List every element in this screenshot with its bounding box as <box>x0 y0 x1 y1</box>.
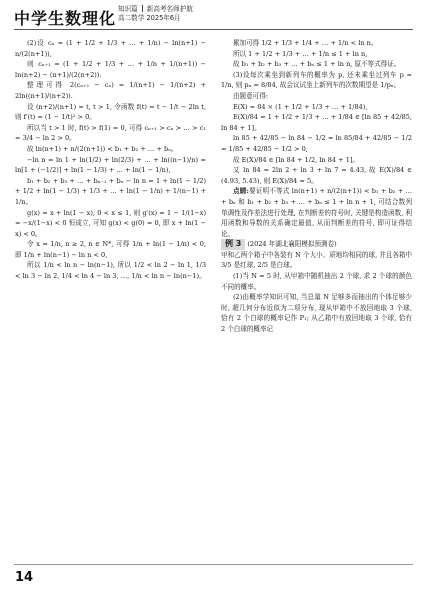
header-grade: 高二数学 <box>118 14 145 22</box>
right-para-7: E(X)/84 = 1 + 1/2 + 1/3 + … + 1/84 ∈ [ln 85 + 42/85, ln 84 + 1]。 <box>221 113 412 132</box>
header-meta <box>118 5 193 23</box>
left-para-11: 所以 1/n < ln n − ln(n−1), 所以 1/2 < ln 2 − ln 1, 1/3 < ln 3 − ln 2, 1/4 < ln 4 − ln 3, …, 1/n < ln n − ln(n−1)。 <box>15 261 206 281</box>
example-text: 甲和乙两个箱子中各装有 N 个大小、质地均相同的球, 并且各箱中 3/5 是红球, 2/5 是白球。 <box>221 250 412 270</box>
right-para-3: 故 b₁ + b₂ + b₃ + … + bₙ ≤ 1 + ln n, 原不等式得证。 <box>233 60 401 69</box>
header-separator <box>142 5 143 12</box>
left-para-6: 故 ln(n+1) + n/(2(n+1)) < b₁ + b₂ + … + bₙ。 <box>27 144 178 153</box>
left-para-2: 则 cₙ₊₁ = (1 + 1/2 + 1/3 + … + 1/n + 1/(n+1)) − ln(n+2) − (n+1)/(2(n+2)). <box>15 60 206 79</box>
header-date: 2025年6月 <box>146 14 181 22</box>
footer-rule <box>14 564 413 565</box>
header-topic: 新高考名师护航 <box>146 5 193 13</box>
note-label: 点睛: <box>233 187 249 196</box>
left-para-9: g(x) = x + ln(1 − x), 0 < x ≤ 1, 则 g′(x) = 1 − 1/(1−x) = −x/(1−x) < 0 恒成立, 可知 g(x) < g(0) = 0, 即 x + ln(1 − x) < 0。 <box>15 208 206 238</box>
header-column: 知识篇 <box>118 5 138 13</box>
example-source: (2024 年湖北襄阳模拟预测卷) <box>247 240 337 249</box>
note-paragraph <box>221 186 412 239</box>
left-para-8: b₁ + b₂ + b₃ + … + bₙ₋₁ + bₙ − ln n = 1 + ln(1 − 1/2) + 1/2 + ln(1 − 1/3) + 1/3 + … + ln(1 − 1/n) + 1/(n−1) + 1/n。 <box>15 176 206 206</box>
left-para-5: 所以当 t > 1 时, f(t) > f(1) = 0, 可得 cₙ₊₁ > cₙ > … > c₁ = 3/4 − ln 2 > 0。 <box>15 123 206 143</box>
right-para-9: 故 E(X)/84 ∈ [ln 84 + 1/2, ln 84 + 1]。 <box>233 155 359 164</box>
question-1: (1)当 N = 5 时, 从甲箱中随机抽出 2 个球, 求 2 个球的颜色不同的概率。 <box>221 272 412 291</box>
example-heading <box>221 239 412 250</box>
page-number: 14 <box>15 570 34 585</box>
note-text: 要证明不等式 ln(n+1) + n/(2(n+1)) < b₁ + b₂ + … + bₙ 和 b₁ + b₂ + b₃ + … + bₙ ≤ 1 + ln n + 1, 可结合数列单调性及作差法进行处理, 在判断差的符号时, 关键是构造函数, 利用函数和导数的关系确定最值, 从而判断差的符号, 即可证得结论。 <box>221 187 412 238</box>
magazine-logo: 中学生数理化 <box>14 9 117 28</box>
left-para-10: 令 x = 1/n, n ≥ 2, n ∈ N*, 可得 1/n + ln(1 − 1/n) < 0, 即 1/n + ln(n−1) − ln n < 0, <box>15 240 206 259</box>
page-header <box>0 0 427 30</box>
left-column <box>15 38 206 282</box>
left-para-1: (2)设 cₙ = (1 + 1/2 + 1/3 + … + 1/n) − ln(n+1) − n/(2(n+1)), <box>15 39 206 58</box>
example-badge: 例 3 <box>221 239 245 250</box>
right-para-10: 又 ln 84 = 2ln 2 + ln 3 + ln 7 ≈ 4.43, 故 E(X)/84 ∈ (4.93, 5.43), 则 E(X)/84 ≈ 5。 <box>221 166 412 185</box>
left-para-3: 整理可得 2(cₙ₊₁ − cₙ) = 1/(n+1) − 1/(n+2) + 2ln((n+1)/(n+2)). <box>15 81 206 100</box>
right-para-1: 累加可得 1/2 + 1/3 + 1/4 + … + 1/n < ln n。 <box>233 39 378 47</box>
right-para-8: ln 85 + 42/85 − ln 84 − 1/2 = ln 85/84 + 42/85 − 1/2 = 1/85 + 42/85 − 1/2 > 0, <box>221 134 412 153</box>
right-para-5: 由题意可得: <box>233 91 268 100</box>
right-column <box>221 38 412 335</box>
left-para-4: 设 (n+2)/(n+1) = t, t > 1, 令函数 f(t) = t − 1/t − 2ln t, 则 f′(t) = (1 − 1/t)² > 0。 <box>15 102 206 122</box>
right-para-4: (3)设每次乘坐到新列车的概率为 p, 还未乘坐过列车 p = 1/n, 则 pₙ = 8/84, 故会议试坐上新列车的次数期望是 1/pₙ。 <box>221 70 412 90</box>
header-rule <box>14 29 413 30</box>
right-para-6: E(X) = 84 × (1 + 1/2 + 1/3 + … + 1/84), <box>233 102 368 111</box>
right-para-2: 所以 1 + 1/2 + 1/3 + … + 1/n ≤ 1 + ln n, <box>233 49 368 58</box>
left-para-7: −ln n = ln 1 + ln(1/2) + ln(2/3) + … + ln((n−1)/n) = ln[1 + (−1/2)] + ln(1 − 1/3) + … + ln(1 − 1/n), <box>15 155 206 175</box>
question-2: (2)由概率学知识可知, 当总量 N 足够多而抽出的个体足够少时, 超几何分布近似为二项分布, 现从甲箱中不放回地取 3 个球, 恰有 2 个白球的概率记作 P₁; 从乙箱中有放回地取 3 个球, 恰有 2 个白球的概率记 <box>221 293 412 334</box>
